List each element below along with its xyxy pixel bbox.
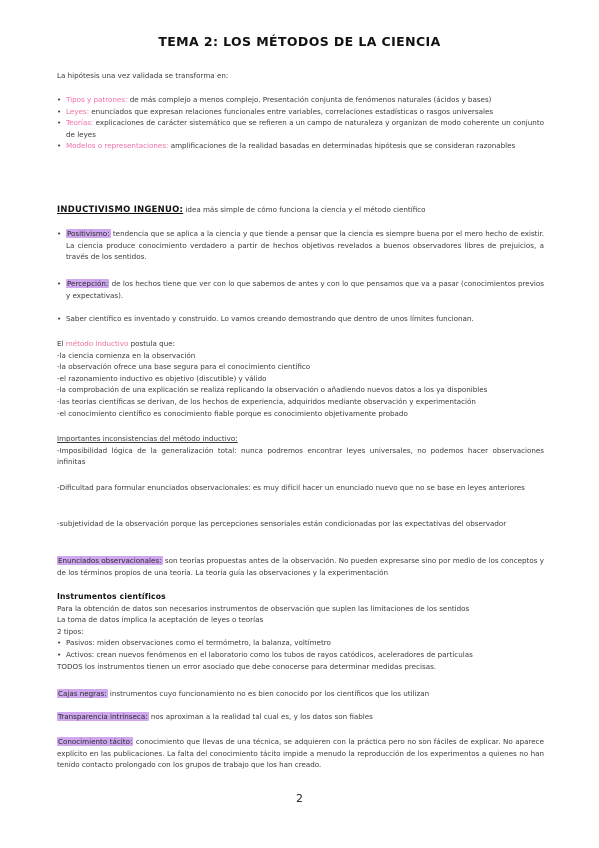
term-teorias: Teorías: bbox=[66, 118, 94, 128]
cajas-negras-block bbox=[57, 688, 544, 700]
metodo-line: -el razonamiento inductivo es objetivo (discutible) y válido bbox=[57, 373, 267, 383]
metodo-line: -la observación ofrece una base segura para el conocimiento científico bbox=[57, 362, 311, 372]
metodo-line: -el conocimiento científico es conocimiento fiable porque es conocimiento objetivamente probado bbox=[57, 408, 408, 418]
page-title: TEMA 2: LOS MÉTODOS DE LA CIENCIA bbox=[158, 34, 441, 49]
section-heading: INDUCTIVISMO INGENUO: bbox=[57, 204, 184, 214]
term-tipos: Tipos y patrones: bbox=[66, 95, 128, 104]
instrumentos-heading: Instrumentos científicos bbox=[57, 592, 166, 601]
metodo-line: -la comprobación de una explicación se realiza replicando la observación o añadiendo nuevos datos a los ya disponibles bbox=[57, 385, 488, 395]
item-text: explicaciones de carácter sistemático que se refieren a un campo de naturaleza y organizan de modo coherente un conjunto de leyes bbox=[66, 118, 544, 139]
instrumentos-after: TODOS los instrumentos tienen un error asociado que debe conocerse para determinar medidas precisas. bbox=[57, 661, 437, 671]
inductivismo-item-3 bbox=[57, 313, 544, 325]
metodo-line: -la ciencia comienza en la observación bbox=[57, 350, 196, 360]
intro-section bbox=[57, 70, 544, 82]
inconsistencia-item: -Dificultad para formular enunciados observacionales: es muy difícil hacer un enunciado nuevo que no se base en leyes anteriores bbox=[57, 483, 525, 492]
transparencia-block bbox=[57, 711, 544, 723]
inconsistencias-block-3 bbox=[57, 518, 544, 530]
metodo-suffix: postula que: bbox=[128, 339, 176, 348]
inductivismo-heading-block bbox=[57, 204, 544, 216]
term-conocimiento-tacito: Conocimiento tácito: bbox=[58, 737, 133, 746]
term-transparencia: Transparencia intrínseca: bbox=[58, 712, 148, 721]
metodo-inductivo-block bbox=[57, 338, 544, 419]
cajas-text: instrumentos cuyo funcionamiento no es bien conocido por los científicos que los utilizan bbox=[107, 689, 430, 698]
list-item bbox=[57, 117, 544, 140]
item-text: enunciados que expresan relaciones funcionales entre variables, correlaciones estadísticas o rasgos universales bbox=[89, 106, 494, 116]
instrumentos-line: La toma de datos implica la aceptación de leyes o teorías bbox=[57, 615, 264, 625]
term-positivismo: Positivismo: bbox=[67, 229, 110, 238]
section-subtitle: idea más simple de cómo funciona la ciencia y el método científico bbox=[183, 205, 426, 214]
instrumentos-line: 2 tipos: bbox=[57, 626, 84, 636]
item-text: Saber científico es inventado y construido. Lo vamos creando demostrando que dentro de unos límites funcionan. bbox=[66, 314, 474, 323]
item-text: tendencia que se aplica a la ciencia y que tiende a pensar que la ciencia es siempre buena por el mero hecho de existir. La ciencia produce conocimiento verdadero a partir de hechos objetivos revelados a buenos observadores libres de prejuicios, a través de los sentidos. bbox=[66, 229, 544, 262]
term-modelos: Modelos o representaciones: bbox=[66, 141, 169, 151]
list-item bbox=[57, 313, 544, 325]
item-text: de los hechos tiene que ver con lo que sabemos de antes y con lo que pensamos que va a pasar (conocimientos previos y expectativas). bbox=[66, 279, 544, 300]
inconsistencias-block bbox=[57, 433, 544, 468]
tacito-block bbox=[57, 736, 544, 771]
enunciados-block bbox=[57, 555, 544, 578]
inductivismo-item-1 bbox=[57, 228, 544, 263]
term-leyes: Leyes: bbox=[66, 106, 89, 116]
metodo-line: -las teorías científicas se derivan, de los hechos de experiencia, adquiridos mediante observación y experimentación bbox=[57, 396, 476, 406]
tacito-text: conocimiento que llevas de una técnica, se adquieren con la práctica pero no son fáciles de explicar. No aparece explícito en las publicaciones. La falta del conocimiento tácito impide a menudo la reproducción de los experimentos a quienes no han tenido contacto prolongado con los grupos de trabajo que los han creado. bbox=[57, 737, 544, 770]
item-text: amplificaciones de la realidad basadas en determinadas hipótesis que se consideran razonables bbox=[168, 141, 516, 151]
inconsistencia-item: -subjetividad de la observación porque las percepciones sensoriales están condicionadas por las expectativas del observador bbox=[57, 519, 507, 528]
list-item: • Pasivos: miden observaciones como el termómetro, la balanza, voltímetro bbox=[57, 637, 544, 649]
term-enunciados: Enunciados observacionales: bbox=[58, 556, 162, 565]
inconsistencias-heading: Importantes inconsistencias del método inductivo: bbox=[57, 434, 238, 443]
item-text: de más complejo a menos complejo. Presentación conjunta de fenómenos naturales (ácidos y bases) bbox=[127, 95, 492, 104]
list-item: • Activos: crean nuevos fenómenos en el laboratorio como los tubos de rayos catódicos, aceleradores de partículas bbox=[57, 649, 544, 661]
inconsistencias-block-2 bbox=[57, 482, 544, 494]
metodo-intro bbox=[57, 338, 544, 350]
enunciados-text: son teorías propuestas antes de la observación. No pueden expresarse sino por medio de los conceptos y de los términos propios de una teoría. La teoría guía las observaciones y la experimentación bbox=[57, 556, 544, 577]
list-item bbox=[57, 106, 544, 118]
intro-list bbox=[57, 94, 544, 152]
page-number: 2 bbox=[296, 792, 303, 805]
list-item bbox=[57, 94, 544, 106]
instrumentos-line: Para la obtención de datos son necesarios instrumentos de observación que suplen las limitaciones de los sentidos bbox=[57, 603, 470, 613]
instrumentos-block bbox=[57, 591, 544, 672]
term-metodo-inductivo: método inductivo bbox=[65, 339, 129, 348]
list-item bbox=[57, 228, 544, 263]
transparencia-text: nos aproximan a la realidad tal cual es, y los datos son fiables bbox=[148, 712, 373, 721]
metodo-prefix: El bbox=[57, 339, 66, 348]
intro-text: La hipótesis una vez validada se transforma en: bbox=[57, 71, 229, 80]
list-item bbox=[57, 278, 544, 301]
inductivismo-item-2 bbox=[57, 278, 544, 301]
list-item bbox=[57, 140, 544, 152]
term-percepcion: Percepción: bbox=[67, 279, 109, 288]
inconsistencia-item: -Imposibilidad lógica de la generalización total: nunca podremos encontrar leyes universales, no podemos hacer observaciones infinitas bbox=[57, 445, 544, 467]
term-cajas-negras: Cajas negras: bbox=[58, 689, 107, 698]
